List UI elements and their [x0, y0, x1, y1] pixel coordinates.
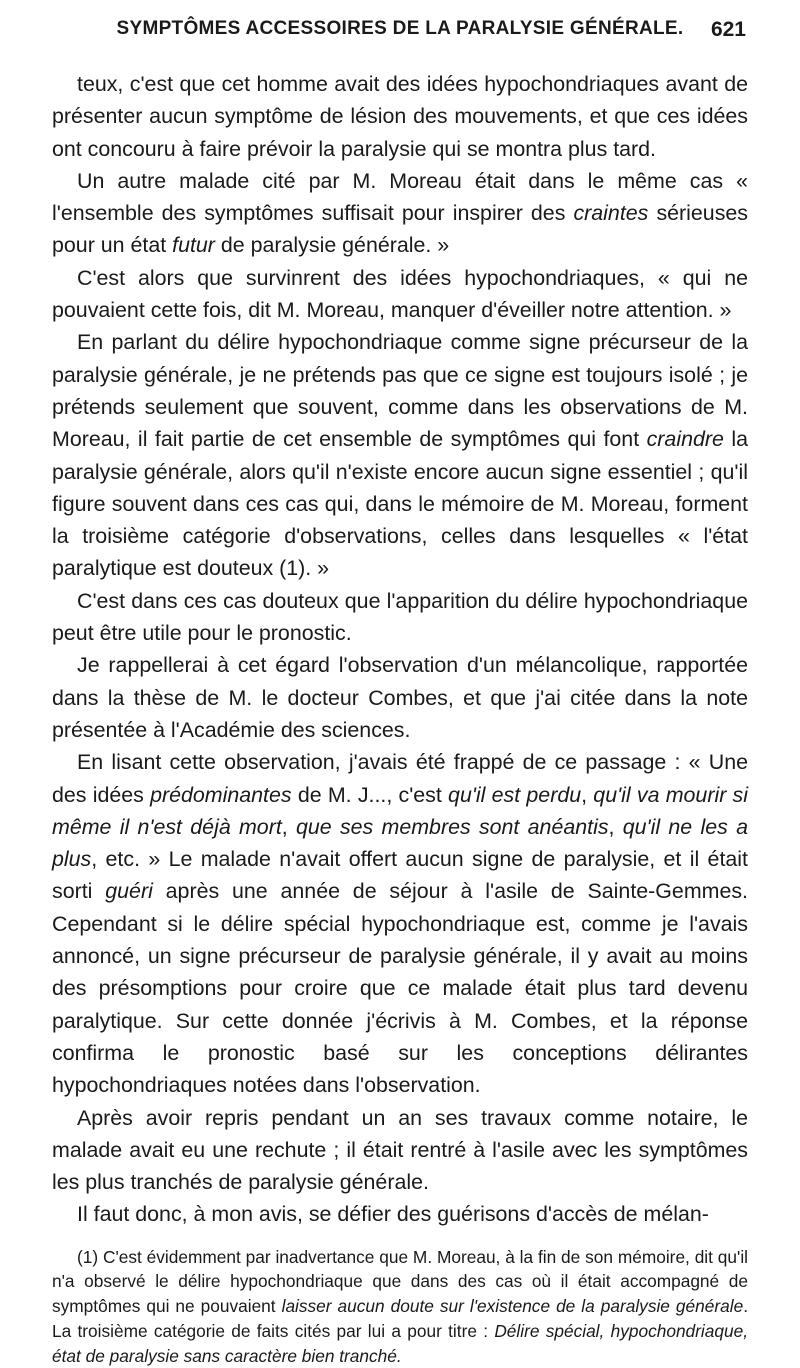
- body-text: teux, c'est que cet homme avait des idées hypochondriaques avant de présenter aucun symptôme de lésion des mouvements, et que ces idées ont concouru à faire prévoir la paralysie qui se montra plus tard.: [52, 72, 748, 161]
- body-italic-text: craintes: [573, 201, 649, 226]
- body-text: En parlant du délire hypochondriaque comme signe précurseur de la paralysie générale, je ne prétends pas que ce signe est toujours isolé ; je prétends seulement que souvent, comme dans les observations de M. Moreau, il fait partie de cet ensemble de symptômes qui font: [52, 330, 748, 452]
- body-italic-text: qu'il va mourir si même il n'est déjà mort: [52, 782, 748, 839]
- body-text: C'est dans ces cas douteux que l'apparition du délire hypochondriaque peut être utile pour le pronostic.: [52, 588, 748, 646]
- body-paragraph: [52, 649, 748, 746]
- body-text: Après avoir repris pendant un an ses travaux comme notaire, le malade avait eu une rechute ; il était rentré à l'asile avec les symptômes les plus tranchés de paralysie générale.: [52, 1105, 748, 1195]
- footnote-text: (1) C'est évidemment par inadvertance que M. Moreau, à la fin de son mémoire, dit qu'il n'a observé le délire hypochondriaque que dans des cas où il était accompagné de symptômes qui ne pouvaient: [52, 1246, 748, 1317]
- running-title: SYMPTÔMES ACCESSOIRES DE LA PARALYSIE GÉNÉRALE.: [116, 18, 684, 39]
- body-text: de M. J..., c'est: [291, 782, 449, 807]
- body-paragraph: [52, 746, 748, 1101]
- footnote-paragraph: [52, 1245, 748, 1368]
- body-italic-text: qu'il ne les a plus: [52, 814, 748, 872]
- body-italic-text: que ses membres sont anéantis: [296, 814, 609, 839]
- body-text: ,: [581, 782, 594, 807]
- body-text: Un autre malade cité par M. Moreau était dans le même cas « l'ensemble des symptômes suffisait pour inspirer des: [52, 168, 748, 226]
- body-text: ,: [281, 814, 296, 839]
- body-italic-text: qu'il est perdu: [448, 782, 582, 807]
- body-text: Je rappellerai à cet égard l'observation d'un mélancolique, rapportée dans la thèse de M. le docteur Combes, et que j'ai citée dans la note présentée à l'Académie des sciences.: [52, 653, 748, 742]
- body-paragraph: [52, 585, 748, 650]
- body-text: , etc. » Le malade n'avait offert aucun signe de paralysie, et il était sorti: [52, 847, 748, 904]
- body-italic-text: guéri: [105, 879, 153, 904]
- body-text: sérieuses pour un état: [52, 201, 748, 258]
- running-header: [52, 18, 748, 52]
- body-italic-text: craindre: [646, 427, 724, 452]
- body-text: En lisant cette observation, j'avais été frappé de ce passage : « Une des idées: [52, 750, 748, 807]
- body-paragraph: [52, 262, 748, 327]
- body-italic-text: futur: [172, 233, 215, 258]
- footnotes: [52, 1245, 748, 1368]
- page-number: 621: [710, 18, 746, 41]
- body-paragraph: [52, 165, 748, 262]
- body-text: après une année de séjour à l'asile de Sainte-Gemmes. Cependant si le délire spécial hypochondriaque est, comme je l'avais annoncé, un signe précurseur de paralysie générale, il y avait au moins des présomptions pour croire que ce malade était plus tard devenu paralytique. Sur cette donnée j'écrivis à M. Combes, et la réponse confirma le pronostic basé sur les conceptions délirantes hypochondriaques notées dans l'observation.: [52, 879, 748, 1098]
- body-paragraph: [52, 1198, 748, 1230]
- body-text: [52, 68, 748, 1231]
- body-paragraph: [52, 1102, 748, 1199]
- footnote-text: . La troisième catégorie de faits cités par lui a pour titre :: [52, 1296, 748, 1341]
- footnote-italic-text: Délire spécial, hypochondriaque, état de paralysie sans caractère bien tranché.: [52, 1320, 749, 1366]
- body-text: Il faut donc, à mon avis, se défier des guérisons d'accès de mélan-: [77, 1202, 709, 1227]
- body-paragraph: [52, 326, 748, 584]
- body-text: C'est alors que survinrent des idées hypochondriaques, « qui ne pouvaient cette fois, dit M. Moreau, manquer d'éveiller notre attention. »: [52, 265, 748, 323]
- body-text: ,: [608, 814, 623, 839]
- body-text: de paralysie générale. »: [214, 233, 450, 258]
- body-text: la paralysie générale, alors qu'il n'existe encore aucun signe essentiel ; qu'il figure souvent dans ces cas qui, dans le mémoire de M. Moreau, forment la troisième catégorie d'observations, celles dans lesquelles « l'état paralytique est douteux (1). »: [52, 427, 749, 581]
- body-italic-text: prédominantes: [150, 782, 292, 807]
- footnote-italic-text: laisser aucun doute sur l'existence de la paralysie générale: [281, 1296, 744, 1317]
- body-paragraph: [52, 68, 748, 165]
